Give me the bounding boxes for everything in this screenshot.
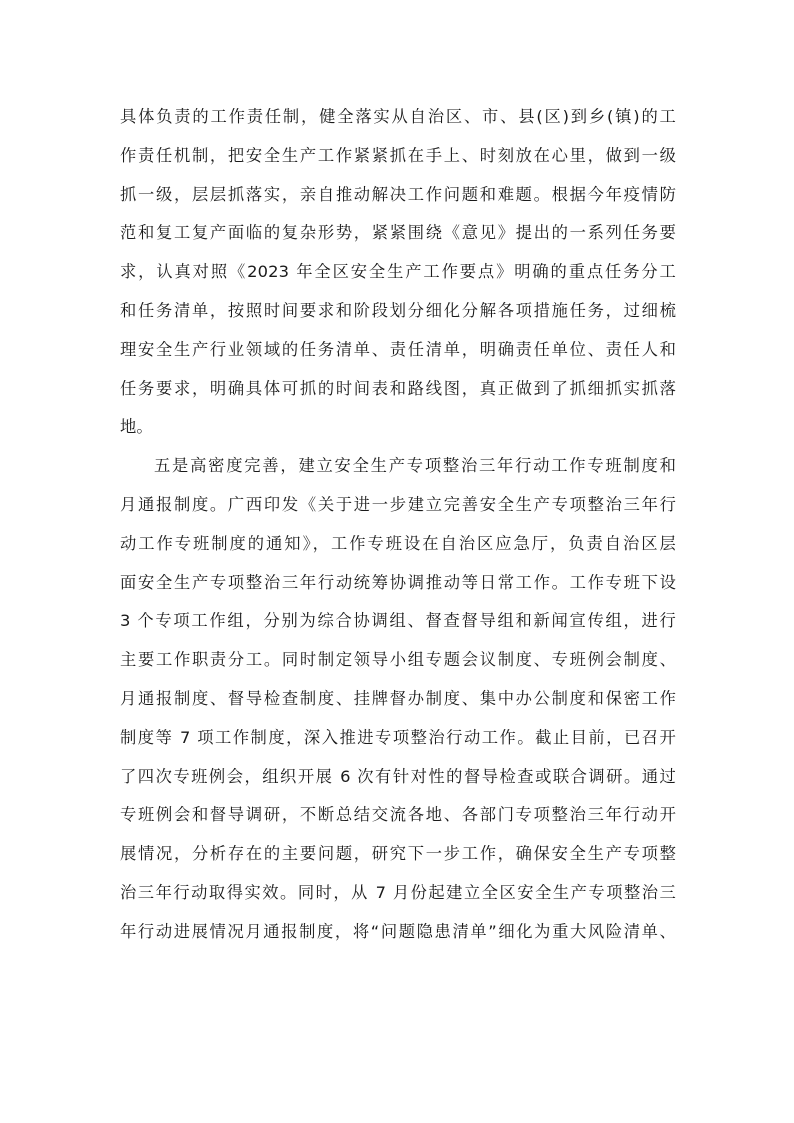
text-line: 抓一级，层层抓落实，亲自推动解决工作问题和难题。根据今年疫情防 <box>120 184 676 204</box>
text-line: 年行动进展情况月通报制度，将“问题隐患清单”细化为重大风险清单、 <box>120 921 676 941</box>
text-line: 治三年行动取得实效。同时，从 7 月份起建立全区安全生产专项整治三 <box>120 882 676 902</box>
text-line: 制度等 7 项工作制度，深入推进专项整治行动工作。截止目前，已召开 <box>120 727 676 747</box>
text-line: 动工作专班制度的通知》，工作专班设在自治区应急厅，负责自治区层 <box>120 533 676 553</box>
text-line: 任务要求，明确具体可抓的时间表和路线图，真正做到了抓细抓实抓落 <box>120 378 676 398</box>
text-line: 面安全生产专项整治三年行动统筹协调推动等日常工作。工作专班下设 <box>120 572 676 592</box>
document-body <box>120 98 676 952</box>
text-line: 求，认真对照《2023 年全区安全生产工作要点》明确的重点任务分工 <box>120 262 676 282</box>
text-line: 理安全生产行业领域的任务清单、责任清单，明确责任单位、责任人和 <box>120 339 676 359</box>
text-line: 主要工作职责分工。同时制定领导小组专题会议制度、专班例会制度、 <box>120 650 676 670</box>
text-line: 范和复工复产面临的复杂形势，紧紧围绕《意见》提出的一系列任务要 <box>120 223 676 243</box>
text-line: 月通报制度、督导检查制度、挂牌督办制度、集中办公制度和保密工作 <box>120 688 676 708</box>
text-line: 作责任机制，把安全生产工作紧紧抓在手上、时刻放在心里，做到一级 <box>120 145 676 165</box>
text-line: 五是高密度完善，建立安全生产专项整治三年行动工作专班制度和 <box>154 456 676 476</box>
text-line: 地。 <box>120 417 153 437</box>
text-line: 3 个专项工作组，分别为综合协调组、督查督导组和新闻宣传组，进行 <box>120 611 676 631</box>
paragraph-1 <box>120 98 676 447</box>
paragraph-2 <box>120 447 676 951</box>
text-line: 展情况，分析存在的主要问题，研究下一步工作，确保安全生产专项整 <box>120 844 676 864</box>
text-line: 了四次专班例会，组织开展 6 次有针对性的督导检查或联合调研。通过 <box>120 766 676 786</box>
text-line: 和任务清单，按照时间要求和阶段划分细化分解各项措施任务，过细梳 <box>120 300 676 320</box>
text-line: 专班例会和督导调研，不断总结交流各地、各部门专项整治三年行动开 <box>120 805 676 825</box>
text-line: 具体负责的工作责任制，健全落实从自治区、市、县(区)到乡(镇)的工 <box>120 107 676 126</box>
text-line: 月通报制度。广西印发《关于进一步建立完善安全生产专项整治三年行 <box>120 494 676 514</box>
